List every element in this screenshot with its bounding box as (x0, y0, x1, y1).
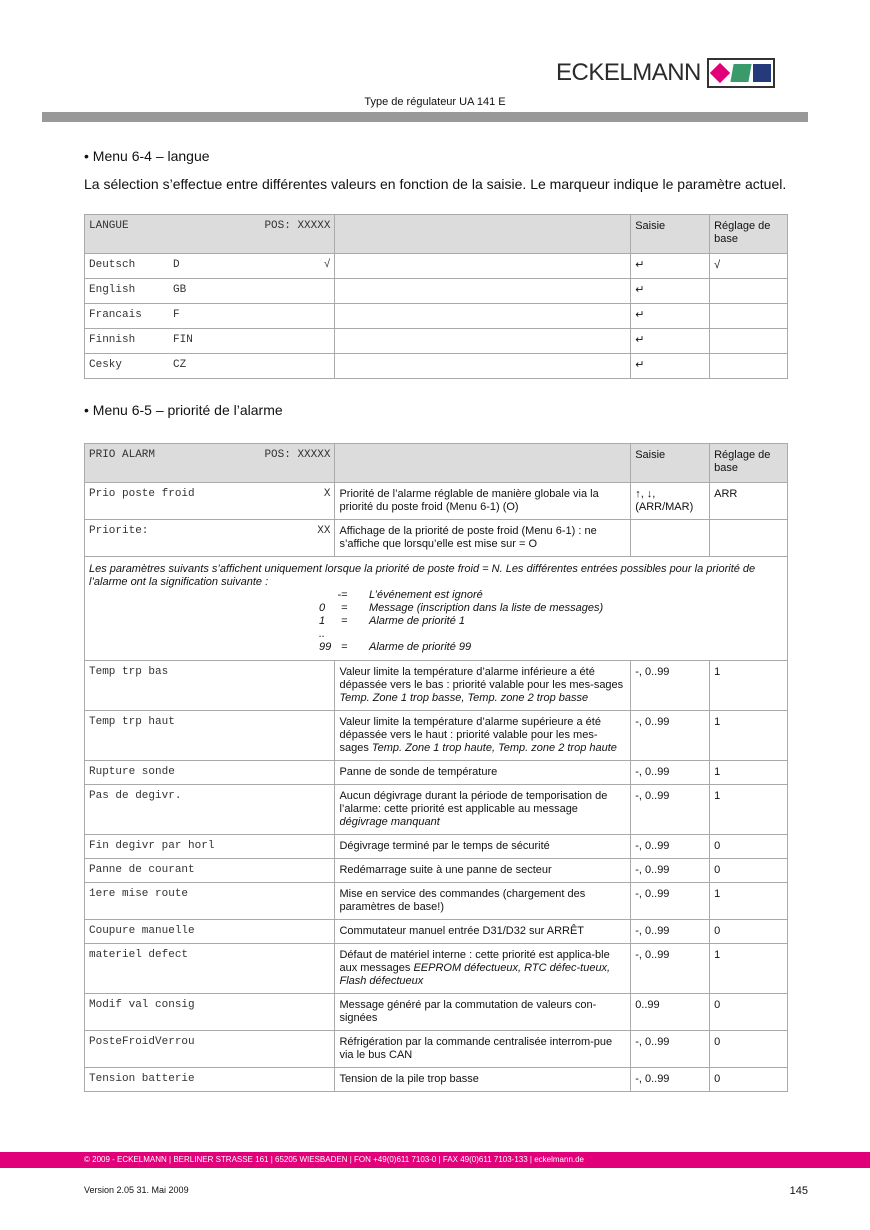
saisie-cell: -, 0..99 (631, 883, 710, 920)
language-cell (85, 354, 335, 379)
saisie-cell: -, 0..99 (631, 711, 710, 761)
code-eq: = (341, 615, 348, 627)
language-name: Francais (89, 309, 142, 321)
base-cell: 0 (710, 1031, 788, 1068)
table-row (85, 1031, 788, 1068)
desc-text: Valeur limite la température d’alarme supérieure a été dépassée vers le haut : priorité valable pour les mes-sages (339, 716, 601, 754)
desc-italic: dégivrage manquant (339, 816, 440, 828)
empty-cell (335, 354, 631, 379)
desc-italic: EEPROM défectueux, RTC défec-tueux, Flash défectueux (339, 962, 611, 987)
desc-text: Dégivrage terminé par le temps de sécurité (339, 840, 550, 852)
base-cell: 0 (710, 1068, 788, 1092)
header-cell (335, 215, 631, 254)
param-cell (85, 483, 335, 520)
table-row (85, 761, 788, 785)
footer-bar: © 2009 - ECKELMANN | BERLINER STRASSE 161 | 65205 WIESBADEN | FON +49(0)611 7103-0 | FAX 49(0)611 7103-133 | eckelmann.de (0, 1152, 870, 1168)
saisie-cell: -, 0..99 (631, 1031, 710, 1068)
param-value: XX (317, 525, 331, 537)
intro-paragraph: La sélection s’effectue entre différentes valeurs en fonction de la saisie. Le marqueur indique le paramètre actuel. (84, 176, 787, 192)
desc-text: Valeur limite la température d’alarme inférieure a été dépassée vers le bas : priorité valable pour les mes-sages (339, 666, 624, 691)
header-cell: PRIO ALARM POS: XXXXX (85, 444, 335, 483)
desc-cell (335, 859, 631, 883)
param-cell: materiel defect (85, 944, 335, 994)
table-row (85, 329, 788, 354)
language-cell (85, 279, 335, 304)
desc-text: Message généré par la commutation de valeurs con-signées (339, 999, 597, 1024)
desc-cell (335, 1031, 631, 1068)
desc-text: Aucun dégivrage durant la période de temporisation de l’alarme: cette priorité est applicable au message (339, 790, 608, 815)
language-cell (85, 254, 335, 279)
base-cell: 1 (710, 661, 788, 711)
table-row (85, 304, 788, 329)
desc-text: Tension de la pile trop basse (339, 1073, 479, 1085)
table-row (85, 711, 788, 761)
base-cell: 0 (710, 994, 788, 1031)
table-row (85, 785, 788, 835)
logo-text: ECKELMANN (556, 59, 701, 86)
empty-cell (335, 254, 631, 279)
note-row (85, 557, 788, 661)
saisie-cell: ↵ (631, 329, 710, 354)
base-cell (710, 329, 788, 354)
saisie-cell: ↵ (631, 279, 710, 304)
desc-text: Mise en service des commandes (chargement des paramètres de base!) (339, 888, 586, 913)
saisie-cell: 0..99 (631, 994, 710, 1031)
table-row (85, 254, 788, 279)
desc-cell (335, 883, 631, 920)
base-cell (710, 354, 788, 379)
desc-cell (335, 1068, 631, 1092)
saisie-cell: -, 0..99 (631, 835, 710, 859)
desc-cell (335, 661, 631, 711)
language-cell (85, 329, 335, 354)
param-cell: Rupture sonde (85, 761, 335, 785)
table-row (85, 920, 788, 944)
code-eq (341, 628, 369, 641)
saisie-cell: ↵ (631, 254, 710, 279)
desc-text: Commutateur manuel entrée D31/D32 sur ARRÊT (339, 925, 585, 937)
table-row (85, 354, 788, 379)
code-eq: = (341, 602, 348, 614)
code-key: 99 (319, 641, 332, 653)
language-name: English (89, 284, 136, 296)
param-value: X (323, 488, 331, 500)
param-cell: Coupure manuelle (85, 920, 335, 944)
saisie-cell: ↵ (631, 304, 710, 329)
language-code: F (173, 309, 180, 321)
base-cell: 0 (710, 859, 788, 883)
code-key: .. (319, 628, 326, 640)
language-code: D (173, 259, 180, 271)
language-name: Deutsch (89, 259, 136, 271)
param-name: Prio poste froid (89, 488, 195, 500)
page-number: 145 (789, 1185, 808, 1197)
desc-italic: Temp. Zone 1 trop haute, Temp. zone 2 trop haute (371, 742, 617, 754)
section-heading-prio: • Menu 6-5 – priorité de l’alarme (84, 402, 283, 418)
saisie-cell: ↵ (631, 354, 710, 379)
saisie-cell: -, 0..99 (631, 785, 710, 835)
table-row (85, 835, 788, 859)
language-name: Finnish (89, 334, 136, 346)
header-divider (42, 112, 808, 122)
desc-text: Panne de sonde de température (339, 766, 498, 778)
desc-italic: Temp. Zone 1 trop basse, Temp. zone 2 trop basse (339, 692, 589, 704)
header-cell-base: Réglage de base (710, 215, 788, 254)
code-eq: = (341, 641, 348, 653)
header-cell: LANGUE POS: XXXXX (85, 215, 335, 254)
base-cell: 1 (710, 785, 788, 835)
code-value: L’événement est ignoré (369, 589, 483, 601)
base-cell: 0 (710, 835, 788, 859)
base-cell: √ (710, 254, 788, 279)
logo-mark-icon (707, 58, 775, 88)
base-cell: 1 (710, 883, 788, 920)
table-row (85, 1068, 788, 1092)
param-name: Priorite: (89, 525, 149, 537)
selected-marker: √ (323, 259, 331, 271)
saisie-cell: ↑, ↓, (ARR/MAR) (631, 483, 710, 520)
param-cell: 1ere mise route (85, 883, 335, 920)
table-header-row (85, 444, 788, 483)
desc-cell (335, 994, 631, 1031)
note-text: Les paramètres suivants s’affichent uniquement lorsque la priorité de poste froid = N. Les différentes entrées possibles pour la priorité de l’alarme ont la signification suivante : (89, 563, 756, 588)
param-cell: Tension batterie (85, 1068, 335, 1092)
code-value: Alarme de priorité 99 (369, 641, 472, 653)
language-name: Cesky (89, 359, 123, 371)
table-row (85, 279, 788, 304)
param-cell: Fin degivr par horl (85, 835, 335, 859)
desc-cell: Priorité de l’alarme réglable de manière globale via la priorité du poste froid (Menu 6-1) (O) (335, 483, 631, 520)
param-cell: Pas de degivr. (85, 785, 335, 835)
desc-cell (335, 920, 631, 944)
header-cell (335, 444, 631, 483)
param-cell: Modif val consig (85, 994, 335, 1031)
language-code: CZ (173, 359, 187, 371)
eckelmann-logo (556, 58, 775, 88)
langue-table (84, 214, 788, 379)
table-row (85, 661, 788, 711)
section-heading-langue: • Menu 6-4 – langue (84, 148, 210, 164)
language-cell (85, 304, 335, 329)
saisie-cell: -, 0..99 (631, 944, 710, 994)
header-cell-saisie: Saisie (631, 444, 710, 483)
code-key: - (337, 589, 341, 601)
code-legend (319, 589, 783, 654)
desc-cell (335, 761, 631, 785)
language-code: FIN (173, 334, 193, 346)
base-cell (710, 304, 788, 329)
base-cell: ARR (710, 483, 788, 520)
table-row (85, 483, 788, 520)
base-cell (710, 279, 788, 304)
table-row (85, 520, 788, 557)
saisie-cell: -, 0..99 (631, 761, 710, 785)
saisie-cell: -, 0..99 (631, 1068, 710, 1092)
saisie-cell: -, 0..99 (631, 920, 710, 944)
empty-cell (335, 304, 631, 329)
saisie-cell: -, 0..99 (631, 661, 710, 711)
param-cell: Temp trp bas (85, 661, 335, 711)
code-key: 0 (319, 602, 326, 614)
base-cell: 1 (710, 944, 788, 994)
table-row (85, 859, 788, 883)
table-row (85, 994, 788, 1031)
document-subtitle: Type de régulateur UA 141 E (364, 96, 506, 108)
header-cell-base: Réglage de base (710, 444, 788, 483)
language-code: GB (173, 284, 187, 296)
base-cell: 1 (710, 711, 788, 761)
desc-cell (335, 785, 631, 835)
version-info: Version 2.05 31. Mai 2009 (84, 1185, 189, 1195)
saisie-cell (631, 520, 710, 557)
empty-cell (335, 329, 631, 354)
desc-cell (335, 944, 631, 994)
saisie-cell: -, 0..99 (631, 859, 710, 883)
table-row (85, 944, 788, 994)
param-cell (85, 520, 335, 557)
desc-text: Réfrigération par la commande centralisée interrom-pue via le bus CAN (339, 1036, 613, 1061)
param-cell: Panne de courant (85, 859, 335, 883)
base-cell (710, 520, 788, 557)
desc-cell (335, 835, 631, 859)
desc-cell: Affichage de la priorité de poste froid (Menu 6-1) : ne s’affiche que lorsqu’elle est mise sur = O (335, 520, 631, 557)
base-cell: 0 (710, 920, 788, 944)
code-value: Alarme de priorité 1 (369, 615, 465, 627)
empty-cell (335, 279, 631, 304)
table-row (85, 883, 788, 920)
code-eq: = (341, 589, 348, 601)
code-value: Message (inscription dans la liste de messages) (369, 602, 604, 614)
code-key: 1 (319, 615, 326, 627)
param-cell: PosteFroidVerrou (85, 1031, 335, 1068)
header-cell-saisie: Saisie (631, 215, 710, 254)
param-cell: Temp trp haut (85, 711, 335, 761)
desc-text: Redémarrage suite à une panne de secteur (339, 864, 552, 876)
desc-cell (335, 711, 631, 761)
code-value (369, 628, 783, 641)
base-cell: 1 (710, 761, 788, 785)
table-header-row (85, 215, 788, 254)
desc-text: Défaut de matériel interne : cette priorité est applica-ble aux messages (339, 949, 610, 974)
prio-table (84, 443, 788, 1092)
